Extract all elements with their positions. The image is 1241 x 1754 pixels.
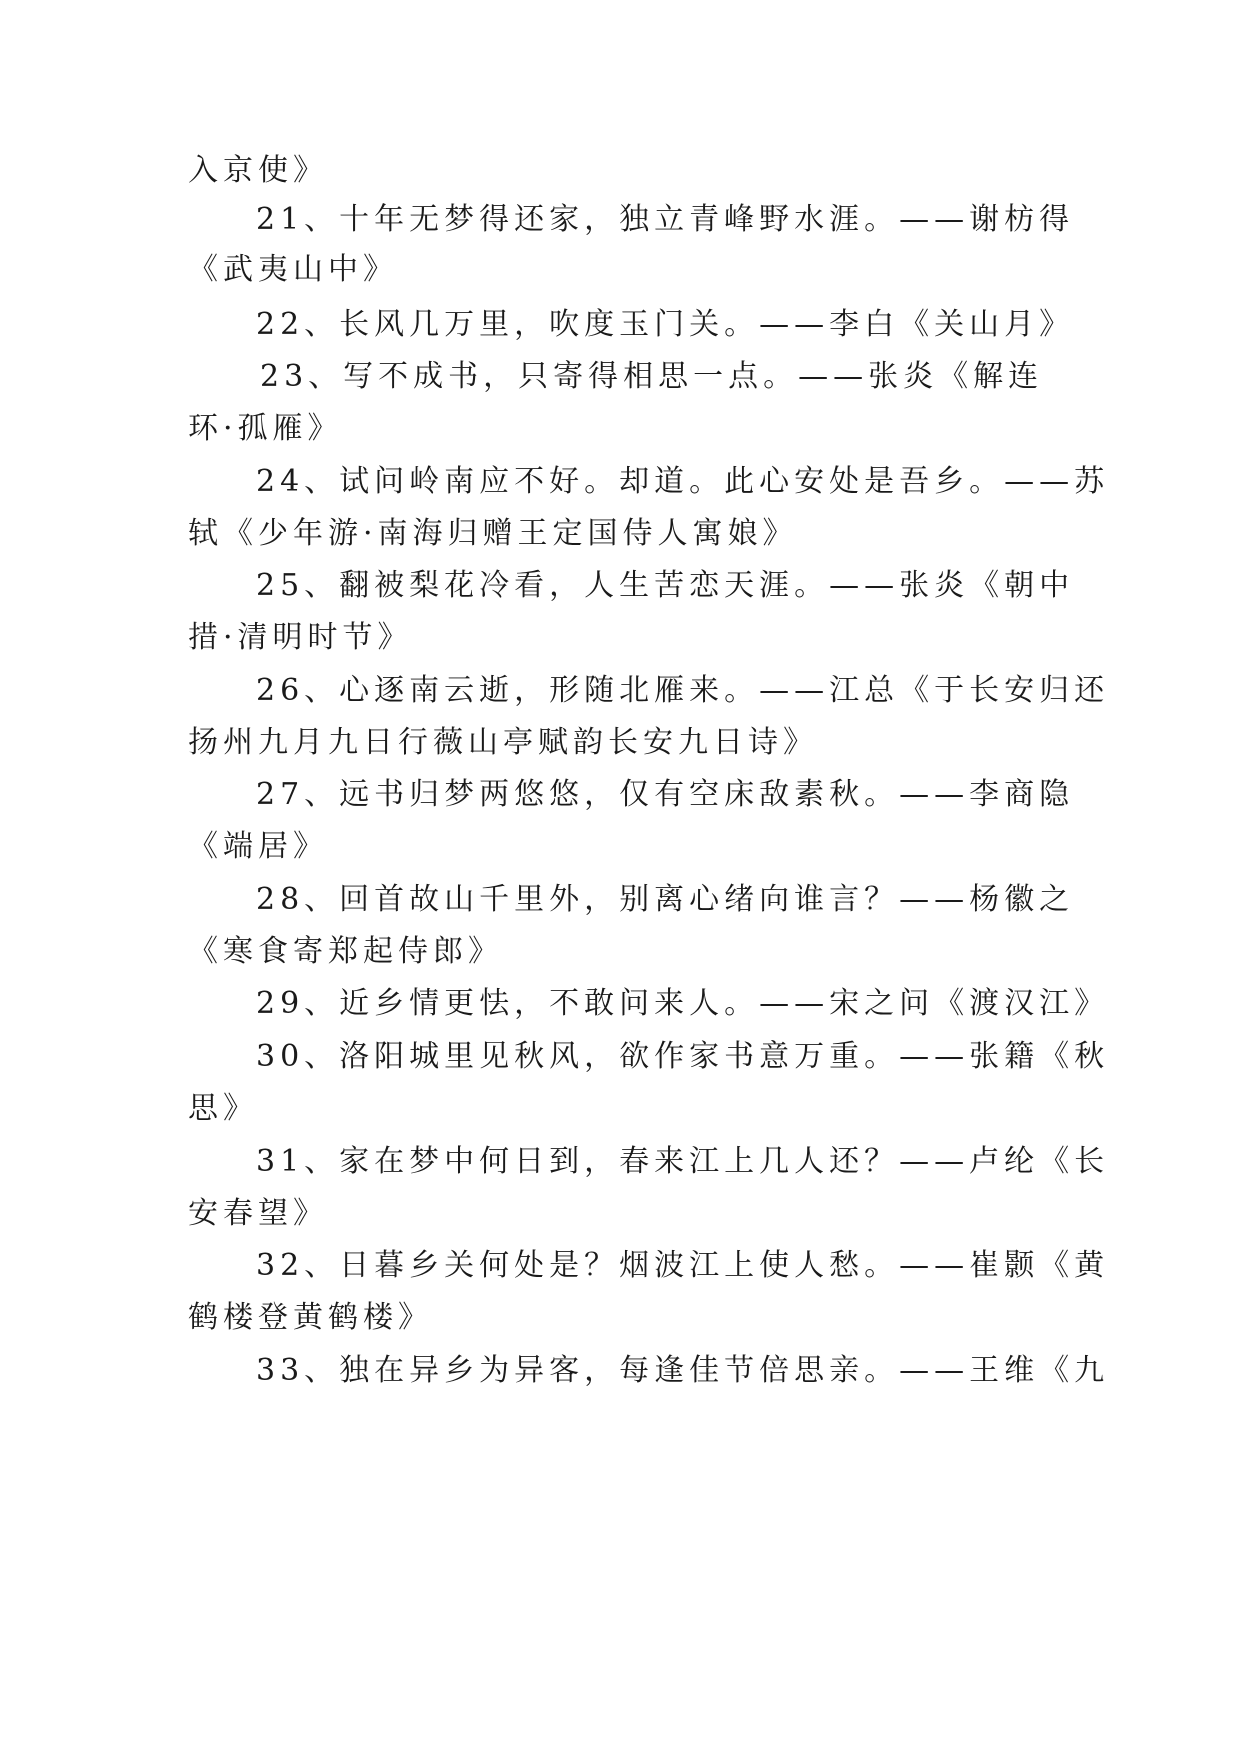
text-line: 《寒食寄郑起侍郎》 bbox=[188, 934, 503, 969]
text-line: 33、独在异乡为异客，每逢佳节倍思亲。——王维《九 bbox=[256, 1353, 1110, 1388]
text-line: 轼《少年游·南海归赠王定国侍人寓娘》 bbox=[188, 516, 798, 551]
text-line: 鹤楼登黄鹤楼》 bbox=[188, 1300, 433, 1335]
text-line: 32、日暮乡关何处是？烟波江上使人愁。——崔颢《黄 bbox=[256, 1248, 1110, 1283]
text-line: 30、洛阳城里见秋风，欲作家书意万重。——张籍《秋 bbox=[256, 1039, 1110, 1074]
text-line: 21、十年无梦得还家，独立青峰野水涯。——谢枋得 bbox=[256, 202, 1075, 237]
text-line: 思》 bbox=[188, 1091, 258, 1126]
text-line: 31、家在梦中何日到，春来江上几人还？——卢纶《长 bbox=[256, 1144, 1110, 1179]
text-line: 27、远书归梦两悠悠，仅有空床敌素秋。——李商隐 bbox=[256, 777, 1075, 812]
text-line: 28、回首故山千里外，别离心绪向谁言？——杨徽之 bbox=[256, 882, 1075, 917]
text-line: 扬州九月九日行薇山亭赋韵长安九日诗》 bbox=[188, 725, 818, 760]
text-line: 入京使》 bbox=[188, 153, 328, 188]
text-line: 25、翻被梨花冷看，人生苦恋天涯。——张炎《朝中 bbox=[256, 568, 1075, 603]
text-line: 22、长风几万里，吹度玉门关。——李白《关山月》 bbox=[256, 307, 1075, 342]
text-line: 安春望》 bbox=[188, 1196, 328, 1231]
text-line: 29、近乡情更怯，不敢问来人。——宋之问《渡汉江》 bbox=[256, 986, 1110, 1021]
text-line: 措·清明时节》 bbox=[188, 620, 413, 655]
text-line: 24、试问岭南应不好。却道。此心安处是吾乡。——苏 bbox=[256, 464, 1110, 499]
text-line: 26、心逐南云逝，形随北雁来。——江总《于长安归还 bbox=[256, 673, 1110, 708]
text-line: 《端居》 bbox=[188, 829, 328, 864]
text-line: 环·孤雁》 bbox=[188, 411, 343, 446]
text-line: 23、写不成书，只寄得相思一点。——张炎《解连 bbox=[260, 359, 1044, 394]
text-line: 《武夷山中》 bbox=[188, 252, 398, 287]
